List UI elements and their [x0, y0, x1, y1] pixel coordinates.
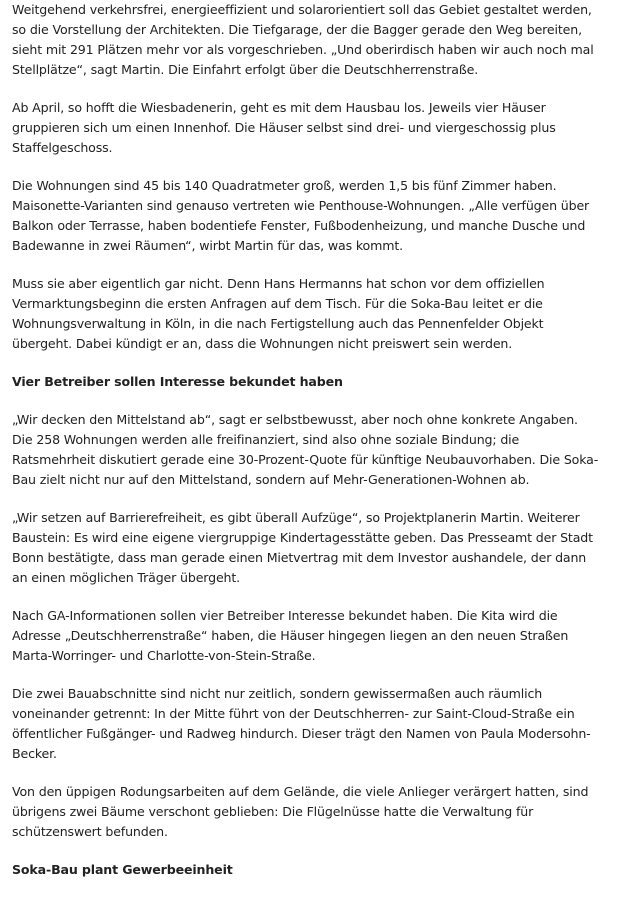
paragraph-apartments: Die Wohnungen sind 45 bis 140 Quadratmeter groß, werden 1,5 bis fünf Zimmer haben. Maisonette-Varianten sind genauso vertreten wie Penthouse-Wohnungen. „Alle verfügen über Balkon oder Terrasse, haben bodentiefe Fenster, Fußbodenheizung, und manche Dusche und Badewanne in zwei Räumen“, wirbt Martin für das, was kommt. — [12, 178, 590, 253]
subheading-operators: Vier Betreiber sollen Interesse bekundet haben — [12, 374, 343, 389]
paragraph-construction-start: Ab April, so hofft die Wiesbadenerin, geht es mit dem Hausbau los. Jeweils vier Häuser gruppieren sich um einen Innenhof. Die Häuser selbst sind drei- und viergeschossig plus Staffelgeschoss. — [12, 100, 556, 155]
paragraph-trees: Von den üppigen Rodungsarbeiten auf dem Gelände, die viele Anlieger verärgert hatten, sind übrigens zwei Bäume verschont geblieben: Die Flügelnüsse hatte die Verwaltung für schützenswert befunden. — [12, 784, 589, 839]
paragraph-middle-class: „Wir decken den Mittelstand ab“, sagt er selbstbewusst, aber noch ohne konkrete Angaben. Die 258 Wohnungen werden alle freifinanziert, sind also ohne soziale Bindung; die Ratsmehrheit diskutiert gerade eine 30-Prozent-Quote für künftige Neubauvorhaben. Die Soka-Bau zielt nicht nur auf den Mittelstand, sondern auf Mehr-Generationen-Wohnen ab. — [12, 412, 599, 487]
paragraph-sections: Die zwei Bauabschnitte sind nicht nur zeitlich, sondern gewissermaßen auch räumlich voneinander getrennt: In der Mitte führt von der Deutschherren- zur Saint-Cloud-Straße ein öffentlicher Fußgänger- und Radweg hindurch. Dieser trägt den Namen von Paula Modersohn-Becker. — [12, 686, 591, 761]
paragraph-accessibility: „Wir setzen auf Barrierefreiheit, es gibt überall Aufzüge“, so Projektplanerin Martin. Weiterer Baustein: Es wird eine eigene viergruppige Kindertagesstätte geben. Das Presseamt der Stadt Bonn bestätigte, dass man gerade einen Mietvertrag mit dem Investor aushandele, der dann an einen möglichen Träger übergeht. — [12, 510, 593, 585]
paragraph-parking: Weitgehend verkehrsfrei, energieeffizient und solarorientiert soll das Gebiet gestaltet werden, so die Vorstellung der Architekten. Die Tiefgarage, der die Bagger gerade den Weg bereiten, sieht mit 291 Plätzen mehr vor als vorgeschrieben. „Und oberirdisch haben wir auch noch mal Stellplätze“, sagt Martin. Die Einfahrt erfolgt über die Deutschherrenstraße. — [12, 2, 594, 77]
paragraph-kita: Nach GA-Informationen sollen vier Betreiber Interesse bekundet haben. Die Kita wird die Adresse „Deutschherrenstraße“ haben, die Häuser hingegen liegen an den neuen Straßen Marta-Worringer- und Charlotte-von-Stein-Straße. — [12, 608, 569, 663]
subheading-commercial: Soka-Bau plant Gewerbeeinheit — [12, 862, 233, 877]
paragraph-demand: Muss sie aber eigentlich gar nicht. Denn Hans Hermanns hat schon vor dem offiziellen Vermarktungsbeginn die ersten Anfragen auf dem Tisch. Für die Soka-Bau leitet er die Wohnungsverwaltung in Köln, in die nach Fertigstellung auch das Pennenfelder Objekt übergeht. Dabei kündigt er an, dass die Wohnungen nicht preiswert sein werden. — [12, 276, 545, 351]
article-body — [12, 0, 602, 898]
